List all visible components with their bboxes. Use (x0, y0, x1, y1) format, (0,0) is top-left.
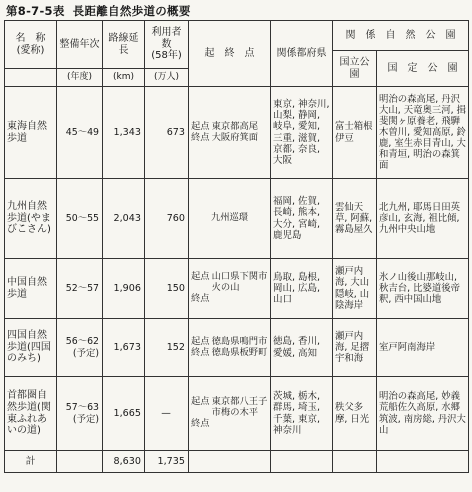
trail-year: 45〜49 (57, 87, 103, 179)
start-label: 起点 (191, 396, 210, 408)
trail-national-park: 雲仙天草, 阿蘇, 霧島屋久 (333, 179, 377, 259)
end-value: 大阪府箕面 (211, 131, 259, 143)
end-label: 終点 (191, 417, 210, 429)
trail-endpoints (189, 87, 271, 179)
end-label: 終点 (191, 346, 210, 358)
header-year: 整備年次 (57, 21, 103, 69)
end-point (191, 348, 268, 359)
end-label: 終点 (191, 131, 210, 143)
trail-quasi-park: 北九州, 耶馬日田英彦山, 玄海, 祖比傾, 九州中央山地 (377, 179, 469, 259)
total-blank-endpoints (189, 451, 271, 473)
trail-year: 57〜63 (予定) (57, 377, 103, 451)
header-name: 名 称 (愛称) (5, 21, 57, 69)
header-endpoints: 起 終 点 (189, 21, 271, 87)
start-point (191, 397, 268, 419)
trail-national-park: 秩父多摩, 日光 (333, 377, 377, 451)
trail-quasi-park: 明治の森高尾, 妙義荒船佐久高原, 水郷筑波, 南房総, 丹沢大山 (377, 377, 469, 451)
trail-users: 673 (145, 87, 189, 179)
total-row (5, 451, 469, 473)
trail-users: 150 (145, 259, 189, 319)
trail-prefectures: 鳥取, 島根, 岡山, 広島, 山口 (271, 259, 333, 319)
start-point (191, 122, 268, 133)
trail-prefectures: 茨城, 栃木, 群馬, 埼玉, 千葉, 東京, 神奈川 (271, 377, 333, 451)
unit-name-blank (5, 69, 57, 87)
trail-users: 760 (145, 179, 189, 259)
table-row (5, 179, 469, 259)
trail-users: — (145, 377, 189, 451)
end-label: 終点 (191, 292, 210, 304)
header-prefectures: 関係都府県 (271, 21, 333, 87)
trails-table (4, 20, 469, 473)
trail-quasi-park: 氷ノ山後山那岐山, 秋吉台, 比婆道後帝釈, 西中国山地 (377, 259, 469, 319)
start-value: 東京都高尾 (211, 120, 259, 132)
header-quasi-park: 国 定 公 園 (377, 51, 469, 87)
trail-length: 1,906 (103, 259, 145, 319)
trail-year: 56〜62 (予定) (57, 319, 103, 377)
trail-year: 50〜55 (57, 179, 103, 259)
trail-prefectures: 福岡, 佐賀, 長崎, 熊本, 大分, 宮崎, 鹿児島 (271, 179, 333, 259)
trail-length: 1,673 (103, 319, 145, 377)
table-number: 第8-7-5表 (6, 4, 65, 18)
trail-length: 1,343 (103, 87, 145, 179)
trail-prefectures: 東京, 神奈川, 山梨, 静岡, 岐阜, 愛知, 三重, 滋賀, 京都, 奈良, 大阪 (271, 87, 333, 179)
header-parks: 関 係 自 然 公 園 (333, 21, 469, 51)
start-value: 東京都八王子市梅の木平 (211, 396, 268, 419)
end-point (191, 133, 268, 144)
trail-endpoints (189, 377, 271, 451)
end-point (191, 294, 268, 305)
trail-name: 東海自然歩道 (5, 87, 57, 179)
unit-length: (km) (103, 69, 145, 87)
trail-national-park: 富士箱根伊豆 (333, 87, 377, 179)
trail-name: 中国自然歩道 (5, 259, 57, 319)
total-blank-quasi (377, 451, 469, 473)
start-value: 徳島県鳴門市 (211, 335, 268, 347)
start-point (191, 272, 268, 294)
total-blank-national (333, 451, 377, 473)
trail-year: 52〜57 (57, 259, 103, 319)
total-length: 8,630 (103, 451, 145, 473)
trail-users: 152 (145, 319, 189, 377)
trail-name: 九州自然歩道(やまびこさん) (5, 179, 57, 259)
table-row (5, 259, 469, 319)
unit-users: (万人) (145, 69, 189, 87)
end-point (191, 419, 268, 430)
start-label: 起点 (191, 335, 210, 347)
trail-endpoints (189, 319, 271, 377)
trail-name: 首都圏自然歩道(関東ふれあいの道) (5, 377, 57, 451)
total-users: 1,735 (145, 451, 189, 473)
trail-length: 1,665 (103, 377, 145, 451)
trail-endpoints (189, 259, 271, 319)
unit-year: (年度) (57, 69, 103, 87)
trail-prefectures: 徳島, 香川, 愛媛, 高知 (271, 319, 333, 377)
trail-quasi-park: 明治の森高尾, 丹沢大山, 天竜奥三河, 揖斐関ヶ原養老, 飛騨木曽川, 愛知高原, 鈴鹿, 室生赤目青山, 大和青垣, 明治の森箕面 (377, 87, 469, 179)
end-value: 徳島県板野町 (211, 346, 268, 358)
header-length: 路線延長 (103, 21, 145, 69)
trail-national-park: 瀬戸内海, 大山隠岐, 山陰海岸 (333, 259, 377, 319)
trail-length: 2,043 (103, 179, 145, 259)
table-row (5, 377, 469, 451)
start-value: 九州巡環 (210, 212, 249, 224)
trail-quasi-park: 室戸阿南海岸 (377, 319, 469, 377)
header-national-park: 国立公園 (333, 51, 377, 87)
total-blank-prefectures (271, 451, 333, 473)
trail-name: 四国自然歩道(四国のみち) (5, 319, 57, 377)
start-label: 起点 (191, 120, 210, 132)
table-row (5, 319, 469, 377)
start-value: 山口県下関市火の山 (211, 271, 268, 294)
table-title-text: 長距離自然歩道の概要 (72, 4, 191, 18)
table-row (5, 87, 469, 179)
total-label: 計 (5, 451, 57, 473)
trail-national-park: 瀬戸内海, 足摺宇和海 (333, 319, 377, 377)
table-title (6, 3, 191, 19)
header-row (5, 21, 469, 51)
start-label: 起点 (191, 271, 210, 283)
total-year-blank (57, 451, 103, 473)
header-users: 利用者数 (58年) (145, 21, 189, 69)
trail-endpoints (189, 179, 271, 259)
start-point (191, 337, 268, 348)
